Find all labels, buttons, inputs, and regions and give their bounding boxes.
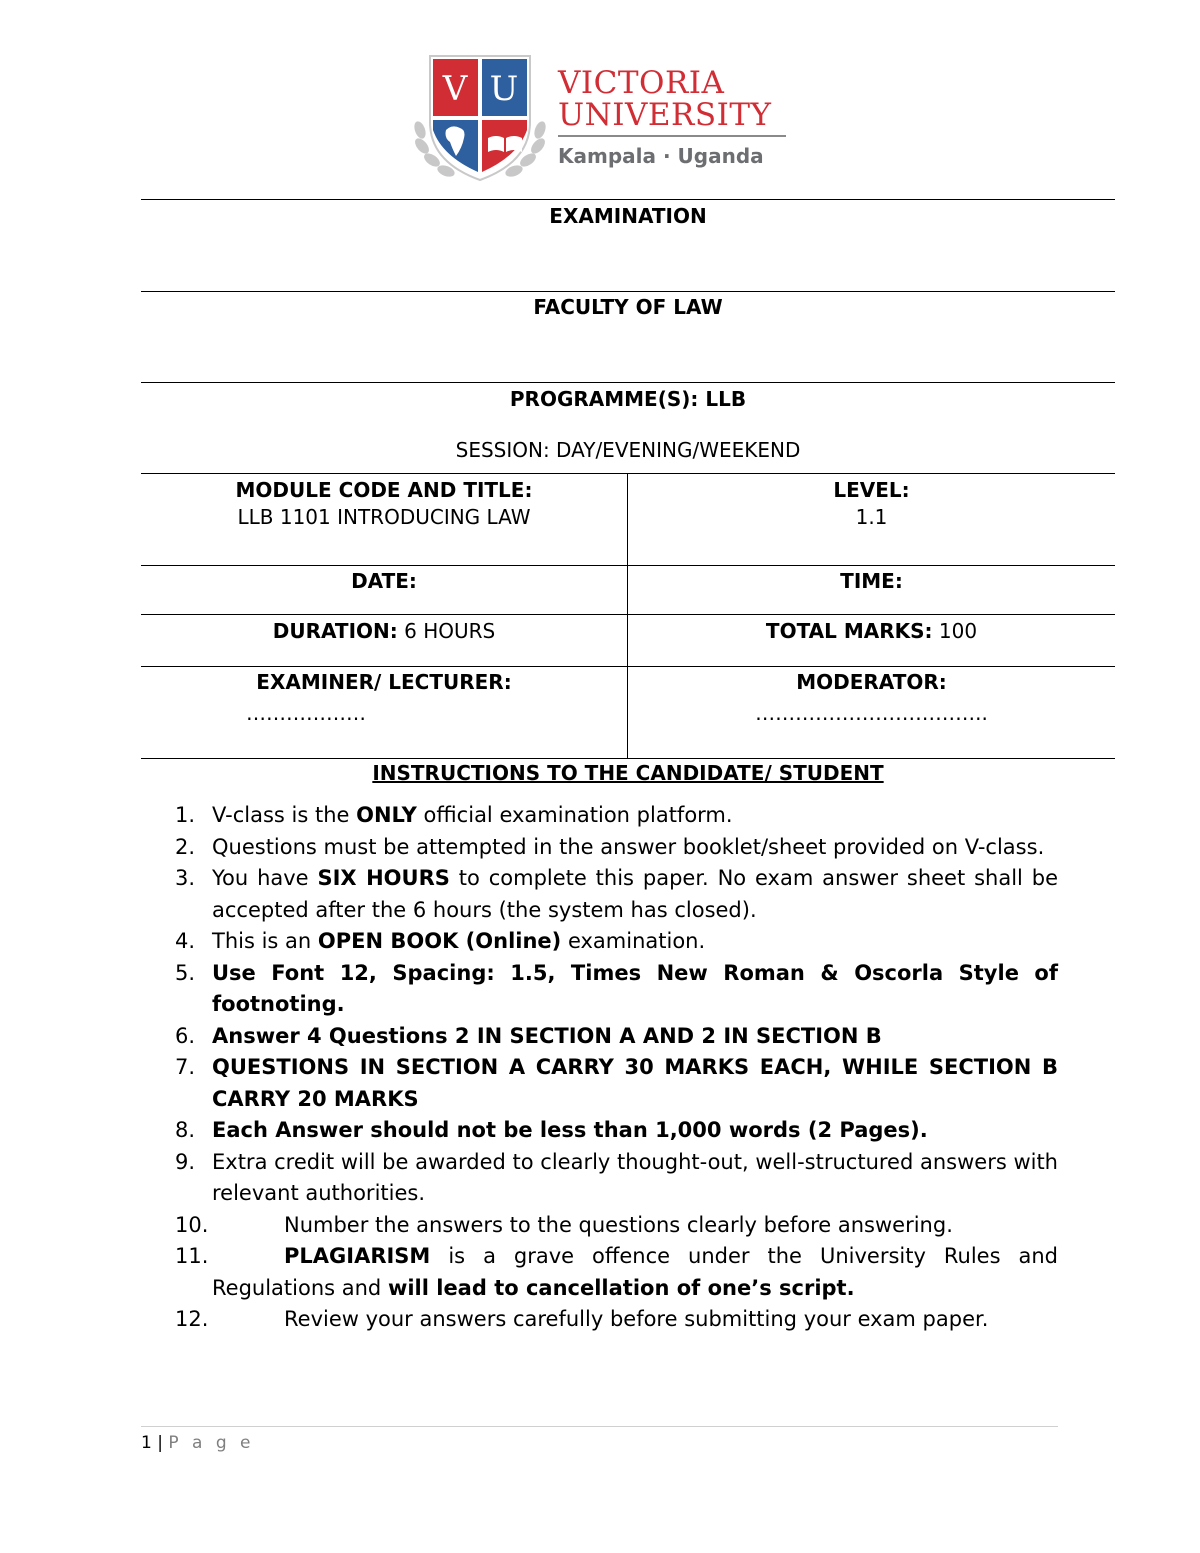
instruction-item: [141, 1241, 1058, 1304]
instruction-fragment: You have: [212, 866, 318, 890]
module-value: LLB 1101 INTRODUCING LAW: [237, 505, 531, 529]
table-rule: [141, 666, 1115, 667]
instruction-fragment: This is an: [212, 929, 318, 953]
examiner-value: ………………: [246, 701, 366, 725]
duration-value: 6 HOURS: [404, 619, 496, 643]
faculty-heading: FACULTY OF LAW: [533, 295, 723, 319]
instruction-number: 12.: [175, 1307, 209, 1331]
instruction-number: 2.: [175, 834, 196, 859]
instruction-item: [141, 800, 1058, 832]
instruction-number: 1.: [175, 803, 196, 827]
instruction-item: [141, 1147, 1058, 1210]
moderator-value: ……………………………..: [755, 701, 988, 725]
instruction-emphasis: SIX HOURS: [317, 866, 450, 890]
instruction-fragment: Review your answers carefully before submitting your exam paper.: [284, 1307, 989, 1331]
table-rule: [141, 473, 1115, 474]
instruction-emphasis: ONLY: [356, 803, 417, 827]
rule: [141, 199, 1115, 200]
instruction-emphasis: Each Answer should not be less than 1,000 words (2 Pages).: [212, 1118, 928, 1142]
instruction-emphasis: PLAGIARISM: [284, 1244, 431, 1268]
instruction-number: 8.: [175, 1118, 196, 1142]
instruction-item: [141, 926, 1058, 958]
instruction-number: 4.: [175, 929, 196, 953]
instruction-number: 9.: [175, 1149, 196, 1174]
instruction-number: 11.: [175, 1244, 209, 1268]
moderator-label: MODERATOR:: [796, 670, 947, 694]
instruction-text: [284, 1307, 988, 1331]
instruction-fragment: official examination platform.: [416, 803, 733, 827]
instruction-text: [212, 866, 1058, 922]
instruction-emphasis: will lead to cancellation of one’s script.: [387, 1275, 855, 1300]
examiner-label: EXAMINER/ LECTURER:: [256, 670, 512, 694]
total-marks-cell: [628, 618, 1115, 644]
page-label: P a g e: [168, 1433, 255, 1453]
logo-location: Kampala · Uganda: [558, 144, 764, 168]
instruction-text: [212, 929, 705, 953]
shield-letter-v: V: [442, 69, 468, 109]
logo-name-line2: UNIVERSITY: [558, 97, 772, 133]
total-marks-value: 100: [938, 619, 978, 643]
instruction-text: [212, 803, 733, 827]
instruction-item: [141, 1021, 1058, 1053]
instructions-title: INSTRUCTIONS TO THE CANDIDATE/ STUDENT: [372, 761, 884, 785]
instruction-number: 10.: [175, 1212, 209, 1237]
instruction-text: [284, 1213, 953, 1237]
instructions-heading: [141, 760, 1115, 786]
programme-heading: PROGRAMME(S): LLB: [509, 387, 747, 411]
time-label: TIME:: [840, 569, 903, 593]
instruction-emphasis: Answer 4 Questions 2 IN SECTION A AND 2 IN SECTION B: [212, 1023, 882, 1048]
instruction-fragment: examination.: [561, 929, 706, 953]
instructions-list: [141, 800, 1058, 1336]
date-label: DATE:: [351, 569, 417, 593]
instruction-item: [141, 1052, 1058, 1115]
table-rule: [141, 758, 1115, 759]
logo-divider: [558, 135, 786, 137]
table-rule: [141, 614, 1115, 615]
rule: [141, 291, 1115, 292]
module-label: MODULE CODE AND TITLE:: [235, 478, 533, 502]
shield-letter-u: U: [489, 69, 519, 109]
instruction-emphasis: QUESTIONS IN SECTION A CARRY 30 MARKS EACH, WHILE SECTION B CARRY 20 MARKS: [212, 1055, 1058, 1111]
instruction-fragment: to complete this paper. No exam answer sheet shall be accepted after the 6 hours (the system has closed).: [212, 866, 1058, 922]
level-value: 1.1: [855, 505, 888, 529]
instruction-item: [141, 863, 1058, 926]
instruction-text: [212, 961, 1058, 1017]
duration-label: DURATION:: [272, 619, 398, 643]
footer-separator: |: [157, 1433, 163, 1453]
instruction-number: 6.: [175, 1023, 196, 1048]
instruction-item: [141, 958, 1058, 1021]
instruction-text: [212, 1244, 1058, 1300]
instruction-fragment: is a grave offence under the University Rules and Regulations and: [212, 1244, 1058, 1300]
instruction-text: [212, 1024, 882, 1048]
duration-cell: [141, 618, 627, 644]
instruction-emphasis: OPEN BOOK (Online): [317, 929, 562, 953]
instruction-text: [212, 1118, 928, 1142]
logo-name-line1: VICTORIA: [558, 65, 725, 101]
instruction-fragment: Number the answers to the questions clearly before answering.: [284, 1212, 953, 1237]
exam-heading: EXAMINATION: [549, 204, 707, 228]
page-number: 1: [141, 1433, 152, 1453]
instruction-text: [212, 1055, 1058, 1111]
level-label: LEVEL:: [833, 478, 910, 502]
instruction-item: [141, 1304, 1058, 1336]
footer-rule: [141, 1426, 1058, 1427]
instruction-fragment: Questions must be attempted in the answer booklet/sheet provided on V-class.: [212, 834, 1045, 859]
total-marks-label: TOTAL MARKS:: [765, 619, 933, 643]
instruction-emphasis: Use Font 12, Spacing: 1.5, Times New Roman & Oscorla Style of footnoting.: [212, 960, 1058, 1016]
instruction-number: 5.: [175, 960, 196, 985]
instruction-fragment: V-class is the: [212, 803, 357, 827]
instruction-text: [212, 1150, 1058, 1206]
instruction-number: 3.: [175, 866, 196, 890]
instruction-item: [141, 1210, 1058, 1242]
session-text: SESSION: DAY/EVENING/WEEKEND: [455, 438, 801, 462]
instruction-item: [141, 1115, 1058, 1147]
instruction-text: [212, 835, 1044, 859]
page-footer: [141, 1433, 255, 1453]
table-rule: [141, 565, 1115, 566]
instruction-number: 7.: [175, 1055, 196, 1079]
instruction-item: [141, 832, 1058, 864]
shield-icon: [430, 56, 530, 180]
rule: [141, 382, 1115, 383]
instruction-fragment: Extra credit will be awarded to clearly thought-out, well-structured answers with relevant authorities.: [212, 1149, 1058, 1205]
